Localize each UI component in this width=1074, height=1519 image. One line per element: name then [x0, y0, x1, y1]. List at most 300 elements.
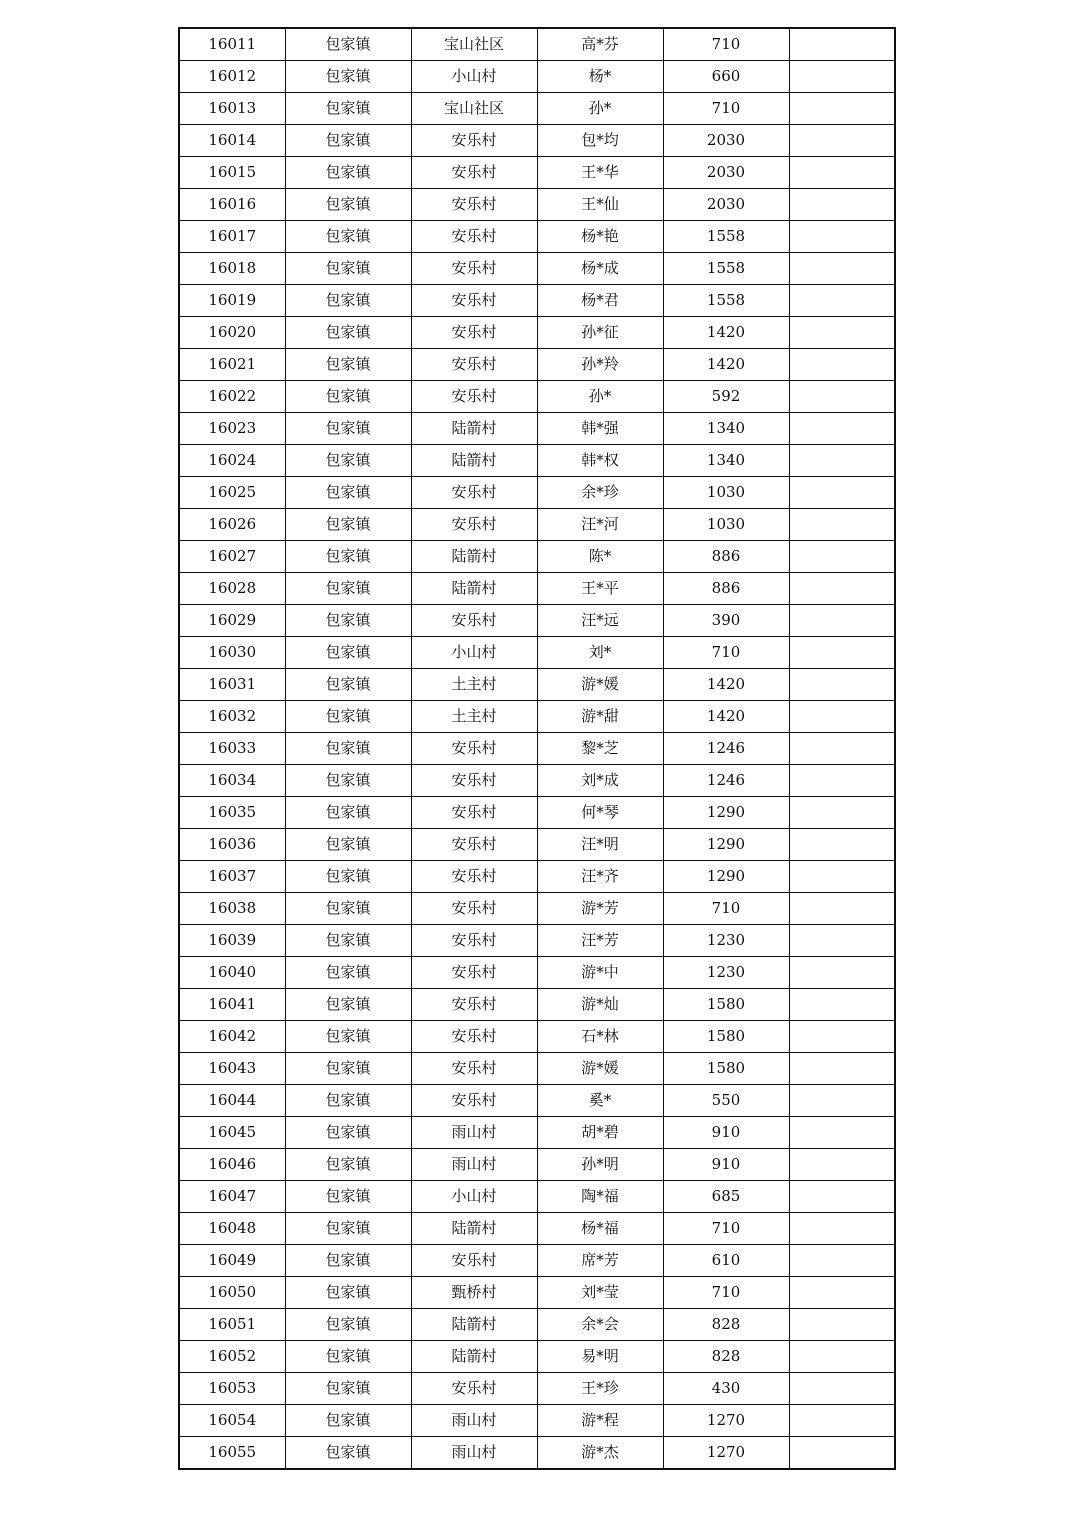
village-cell: 安乐村	[411, 157, 537, 189]
amount-cell: 2030	[663, 125, 789, 157]
town-cell: 包家镇	[285, 765, 411, 797]
record-id-cell: 16014	[179, 125, 285, 157]
note-cell	[789, 157, 895, 189]
amount-cell: 1290	[663, 829, 789, 861]
record-id-cell: 16044	[179, 1085, 285, 1117]
table-row	[179, 989, 895, 1021]
record-id-cell: 16050	[179, 1277, 285, 1309]
village-cell: 安乐村	[411, 829, 537, 861]
note-cell	[789, 221, 895, 253]
record-id-cell: 16015	[179, 157, 285, 189]
village-cell: 安乐村	[411, 1245, 537, 1277]
name-cell: 刘*成	[537, 765, 663, 797]
note-cell	[789, 669, 895, 701]
amount-cell: 1290	[663, 861, 789, 893]
table-row	[179, 605, 895, 637]
village-cell: 雨山村	[411, 1405, 537, 1437]
table-row	[179, 541, 895, 573]
town-cell: 包家镇	[285, 445, 411, 477]
table-row	[179, 477, 895, 509]
name-cell: 易*明	[537, 1341, 663, 1373]
note-cell	[789, 285, 895, 317]
note-cell	[789, 957, 895, 989]
note-cell	[789, 797, 895, 829]
town-cell: 包家镇	[285, 829, 411, 861]
record-id-cell: 16046	[179, 1149, 285, 1181]
table-row	[179, 1373, 895, 1405]
amount-cell: 685	[663, 1181, 789, 1213]
record-id-cell: 16041	[179, 989, 285, 1021]
amount-cell: 1030	[663, 509, 789, 541]
note-cell	[789, 1021, 895, 1053]
town-cell: 包家镇	[285, 1341, 411, 1373]
village-cell: 安乐村	[411, 925, 537, 957]
table-row	[179, 253, 895, 285]
record-id-cell: 16023	[179, 413, 285, 445]
record-id-cell: 16035	[179, 797, 285, 829]
note-cell	[789, 349, 895, 381]
village-cell: 安乐村	[411, 349, 537, 381]
note-cell	[789, 989, 895, 1021]
note-cell	[789, 1181, 895, 1213]
town-cell: 包家镇	[285, 509, 411, 541]
village-cell: 安乐村	[411, 765, 537, 797]
town-cell: 包家镇	[285, 1021, 411, 1053]
name-cell: 韩*权	[537, 445, 663, 477]
name-cell: 汪*芳	[537, 925, 663, 957]
village-cell: 雨山村	[411, 1437, 537, 1470]
note-cell	[789, 605, 895, 637]
note-cell	[789, 701, 895, 733]
name-cell: 高*芬	[537, 28, 663, 61]
amount-cell: 1558	[663, 253, 789, 285]
name-cell: 游*杰	[537, 1437, 663, 1470]
town-cell: 包家镇	[285, 989, 411, 1021]
amount-cell: 610	[663, 1245, 789, 1277]
record-id-cell: 16022	[179, 381, 285, 413]
note-cell	[789, 1245, 895, 1277]
note-cell	[789, 381, 895, 413]
town-cell: 包家镇	[285, 669, 411, 701]
note-cell	[789, 1117, 895, 1149]
town-cell: 包家镇	[285, 733, 411, 765]
town-cell: 包家镇	[285, 381, 411, 413]
amount-cell: 1340	[663, 445, 789, 477]
name-cell: 石*林	[537, 1021, 663, 1053]
record-id-cell: 16042	[179, 1021, 285, 1053]
town-cell: 包家镇	[285, 221, 411, 253]
table-row	[179, 701, 895, 733]
table-row	[179, 1245, 895, 1277]
table-row	[179, 381, 895, 413]
name-cell: 汪*河	[537, 509, 663, 541]
amount-cell: 886	[663, 541, 789, 573]
amount-cell: 910	[663, 1117, 789, 1149]
amount-cell: 1030	[663, 477, 789, 509]
village-cell: 小山村	[411, 1181, 537, 1213]
name-cell: 王*华	[537, 157, 663, 189]
name-cell: 陈*	[537, 541, 663, 573]
town-cell: 包家镇	[285, 797, 411, 829]
amount-cell: 1420	[663, 669, 789, 701]
name-cell: 杨*福	[537, 1213, 663, 1245]
village-cell: 雨山村	[411, 1149, 537, 1181]
name-cell: 王*珍	[537, 1373, 663, 1405]
town-cell: 包家镇	[285, 1117, 411, 1149]
town-cell: 包家镇	[285, 413, 411, 445]
town-cell: 包家镇	[285, 157, 411, 189]
record-id-cell: 16013	[179, 93, 285, 125]
table-row	[179, 509, 895, 541]
record-id-cell: 16011	[179, 28, 285, 61]
record-id-cell: 16030	[179, 637, 285, 669]
name-cell: 游*中	[537, 957, 663, 989]
name-cell: 孙*	[537, 93, 663, 125]
record-id-cell: 16016	[179, 189, 285, 221]
village-cell: 土主村	[411, 701, 537, 733]
amount-cell: 1290	[663, 797, 789, 829]
note-cell	[789, 445, 895, 477]
name-cell: 游*芳	[537, 893, 663, 925]
name-cell: 汪*齐	[537, 861, 663, 893]
name-cell: 游*甜	[537, 701, 663, 733]
table-row	[179, 413, 895, 445]
table-row	[179, 1309, 895, 1341]
table-row	[179, 285, 895, 317]
name-cell: 杨*	[537, 61, 663, 93]
amount-cell: 660	[663, 61, 789, 93]
name-cell: 游*媛	[537, 669, 663, 701]
name-cell: 余*会	[537, 1309, 663, 1341]
amount-cell: 1420	[663, 701, 789, 733]
amount-cell: 828	[663, 1309, 789, 1341]
village-cell: 甄桥村	[411, 1277, 537, 1309]
name-cell: 汪*远	[537, 605, 663, 637]
name-cell: 余*珍	[537, 477, 663, 509]
village-cell: 宝山社区	[411, 28, 537, 61]
town-cell: 包家镇	[285, 28, 411, 61]
table-row	[179, 125, 895, 157]
amount-cell: 1230	[663, 925, 789, 957]
town-cell: 包家镇	[285, 1149, 411, 1181]
village-cell: 安乐村	[411, 893, 537, 925]
town-cell: 包家镇	[285, 605, 411, 637]
town-cell: 包家镇	[285, 125, 411, 157]
town-cell: 包家镇	[285, 893, 411, 925]
name-cell: 游*灿	[537, 989, 663, 1021]
name-cell: 胡*碧	[537, 1117, 663, 1149]
amount-cell: 1230	[663, 957, 789, 989]
village-cell: 安乐村	[411, 733, 537, 765]
table-row	[179, 733, 895, 765]
amount-cell: 592	[663, 381, 789, 413]
town-cell: 包家镇	[285, 1277, 411, 1309]
town-cell: 包家镇	[285, 1245, 411, 1277]
amount-cell: 710	[663, 637, 789, 669]
village-cell: 陆箭村	[411, 413, 537, 445]
village-cell: 安乐村	[411, 477, 537, 509]
amount-cell: 910	[663, 1149, 789, 1181]
table-row	[179, 221, 895, 253]
village-cell: 陆箭村	[411, 573, 537, 605]
town-cell: 包家镇	[285, 93, 411, 125]
note-cell	[789, 925, 895, 957]
amount-cell: 1580	[663, 1021, 789, 1053]
record-id-cell: 16012	[179, 61, 285, 93]
table-row	[179, 317, 895, 349]
note-cell	[789, 413, 895, 445]
village-cell: 安乐村	[411, 1021, 537, 1053]
village-cell: 安乐村	[411, 605, 537, 637]
town-cell: 包家镇	[285, 1085, 411, 1117]
name-cell: 王*平	[537, 573, 663, 605]
village-cell: 安乐村	[411, 861, 537, 893]
name-cell: 王*仙	[537, 189, 663, 221]
note-cell	[789, 733, 895, 765]
table-body	[179, 28, 895, 1469]
village-cell: 陆箭村	[411, 1341, 537, 1373]
record-id-cell: 16040	[179, 957, 285, 989]
table-row	[179, 349, 895, 381]
record-id-cell: 16029	[179, 605, 285, 637]
name-cell: 何*琴	[537, 797, 663, 829]
record-id-cell: 16028	[179, 573, 285, 605]
town-cell: 包家镇	[285, 861, 411, 893]
table-row	[179, 1117, 895, 1149]
village-cell: 安乐村	[411, 189, 537, 221]
town-cell: 包家镇	[285, 637, 411, 669]
amount-cell: 1558	[663, 285, 789, 317]
table-row	[179, 61, 895, 93]
record-id-cell: 16053	[179, 1373, 285, 1405]
note-cell	[789, 509, 895, 541]
amount-cell: 1246	[663, 733, 789, 765]
town-cell: 包家镇	[285, 317, 411, 349]
amount-cell: 1340	[663, 413, 789, 445]
amount-cell: 1270	[663, 1405, 789, 1437]
town-cell: 包家镇	[285, 253, 411, 285]
name-cell: 刘*	[537, 637, 663, 669]
name-cell: 包*均	[537, 125, 663, 157]
name-cell: 黎*芝	[537, 733, 663, 765]
record-id-cell: 16055	[179, 1437, 285, 1470]
record-id-cell: 16038	[179, 893, 285, 925]
name-cell: 汪*明	[537, 829, 663, 861]
record-id-cell: 16031	[179, 669, 285, 701]
data-table	[178, 27, 896, 1470]
name-cell: 杨*艳	[537, 221, 663, 253]
note-cell	[789, 1437, 895, 1470]
amount-cell: 550	[663, 1085, 789, 1117]
record-id-cell: 16054	[179, 1405, 285, 1437]
town-cell: 包家镇	[285, 1181, 411, 1213]
name-cell: 游*媛	[537, 1053, 663, 1085]
note-cell	[789, 28, 895, 61]
amount-cell: 1246	[663, 765, 789, 797]
record-id-cell: 16024	[179, 445, 285, 477]
table-row	[179, 1341, 895, 1373]
village-cell: 安乐村	[411, 1053, 537, 1085]
village-cell: 宝山社区	[411, 93, 537, 125]
town-cell: 包家镇	[285, 1437, 411, 1470]
record-id-cell: 16020	[179, 317, 285, 349]
name-cell: 席*芳	[537, 1245, 663, 1277]
town-cell: 包家镇	[285, 573, 411, 605]
note-cell	[789, 1405, 895, 1437]
name-cell: 杨*成	[537, 253, 663, 285]
note-cell	[789, 1277, 895, 1309]
amount-cell: 390	[663, 605, 789, 637]
amount-cell: 1270	[663, 1437, 789, 1470]
table-row	[179, 893, 895, 925]
name-cell: 孙*	[537, 381, 663, 413]
town-cell: 包家镇	[285, 701, 411, 733]
table-row	[179, 1053, 895, 1085]
note-cell	[789, 765, 895, 797]
table-row	[179, 93, 895, 125]
record-id-cell: 16049	[179, 1245, 285, 1277]
record-id-cell: 16019	[179, 285, 285, 317]
amount-cell: 710	[663, 93, 789, 125]
town-cell: 包家镇	[285, 477, 411, 509]
table-row	[179, 1149, 895, 1181]
village-cell: 雨山村	[411, 1117, 537, 1149]
village-cell: 安乐村	[411, 1373, 537, 1405]
village-cell: 安乐村	[411, 317, 537, 349]
amount-cell: 710	[663, 1277, 789, 1309]
town-cell: 包家镇	[285, 541, 411, 573]
note-cell	[789, 125, 895, 157]
name-cell: 杨*君	[537, 285, 663, 317]
note-cell	[789, 1341, 895, 1373]
record-id-cell: 16051	[179, 1309, 285, 1341]
note-cell	[789, 1309, 895, 1341]
table-row	[179, 1277, 895, 1309]
name-cell: 奚*	[537, 1085, 663, 1117]
table-row	[179, 1405, 895, 1437]
amount-cell: 2030	[663, 157, 789, 189]
record-id-cell: 16017	[179, 221, 285, 253]
table-row	[179, 669, 895, 701]
record-id-cell: 16034	[179, 765, 285, 797]
record-id-cell: 16036	[179, 829, 285, 861]
record-id-cell: 16026	[179, 509, 285, 541]
name-cell: 游*程	[537, 1405, 663, 1437]
note-cell	[789, 477, 895, 509]
table-row	[179, 1437, 895, 1470]
village-cell: 陆箭村	[411, 445, 537, 477]
table-row	[179, 1021, 895, 1053]
note-cell	[789, 61, 895, 93]
town-cell: 包家镇	[285, 1309, 411, 1341]
record-id-cell: 16021	[179, 349, 285, 381]
table-row	[179, 1213, 895, 1245]
amount-cell: 886	[663, 573, 789, 605]
note-cell	[789, 1373, 895, 1405]
amount-cell: 1420	[663, 317, 789, 349]
town-cell: 包家镇	[285, 957, 411, 989]
town-cell: 包家镇	[285, 1053, 411, 1085]
village-cell: 安乐村	[411, 509, 537, 541]
table-row	[179, 957, 895, 989]
town-cell: 包家镇	[285, 1373, 411, 1405]
town-cell: 包家镇	[285, 61, 411, 93]
town-cell: 包家镇	[285, 285, 411, 317]
name-cell: 陶*福	[537, 1181, 663, 1213]
amount-cell: 710	[663, 1213, 789, 1245]
record-id-cell: 16033	[179, 733, 285, 765]
table-row	[179, 925, 895, 957]
village-cell: 安乐村	[411, 989, 537, 1021]
record-id-cell: 16043	[179, 1053, 285, 1085]
note-cell	[789, 573, 895, 605]
table-row	[179, 829, 895, 861]
table-row	[179, 445, 895, 477]
record-id-cell: 16037	[179, 861, 285, 893]
village-cell: 小山村	[411, 61, 537, 93]
table-row	[179, 573, 895, 605]
table-row	[179, 861, 895, 893]
note-cell	[789, 893, 895, 925]
town-cell: 包家镇	[285, 1213, 411, 1245]
note-cell	[789, 1149, 895, 1181]
village-cell: 陆箭村	[411, 1213, 537, 1245]
note-cell	[789, 253, 895, 285]
table-row	[179, 1181, 895, 1213]
note-cell	[789, 317, 895, 349]
note-cell	[789, 1085, 895, 1117]
record-id-cell: 16045	[179, 1117, 285, 1149]
table-row	[179, 637, 895, 669]
record-id-cell: 16027	[179, 541, 285, 573]
table-row	[179, 765, 895, 797]
name-cell: 韩*强	[537, 413, 663, 445]
record-id-cell: 16018	[179, 253, 285, 285]
town-cell: 包家镇	[285, 349, 411, 381]
record-id-cell: 16039	[179, 925, 285, 957]
record-id-cell: 16047	[179, 1181, 285, 1213]
record-id-cell: 16048	[179, 1213, 285, 1245]
table-row	[179, 189, 895, 221]
amount-cell: 710	[663, 28, 789, 61]
note-cell	[789, 861, 895, 893]
village-cell: 安乐村	[411, 285, 537, 317]
village-cell: 陆箭村	[411, 1309, 537, 1341]
table-row	[179, 28, 895, 61]
village-cell: 安乐村	[411, 253, 537, 285]
village-cell: 安乐村	[411, 221, 537, 253]
note-cell	[789, 829, 895, 861]
village-cell: 安乐村	[411, 125, 537, 157]
town-cell: 包家镇	[285, 189, 411, 221]
record-id-cell: 16032	[179, 701, 285, 733]
amount-cell: 710	[663, 893, 789, 925]
village-cell: 小山村	[411, 637, 537, 669]
record-id-cell: 16025	[179, 477, 285, 509]
name-cell: 孙*明	[537, 1149, 663, 1181]
name-cell: 孙*征	[537, 317, 663, 349]
table-row	[179, 797, 895, 829]
village-cell: 安乐村	[411, 957, 537, 989]
note-cell	[789, 189, 895, 221]
table-row	[179, 157, 895, 189]
amount-cell: 430	[663, 1373, 789, 1405]
amount-cell: 1580	[663, 1053, 789, 1085]
village-cell: 土主村	[411, 669, 537, 701]
table-row	[179, 1085, 895, 1117]
amount-cell: 1420	[663, 349, 789, 381]
amount-cell: 1580	[663, 989, 789, 1021]
